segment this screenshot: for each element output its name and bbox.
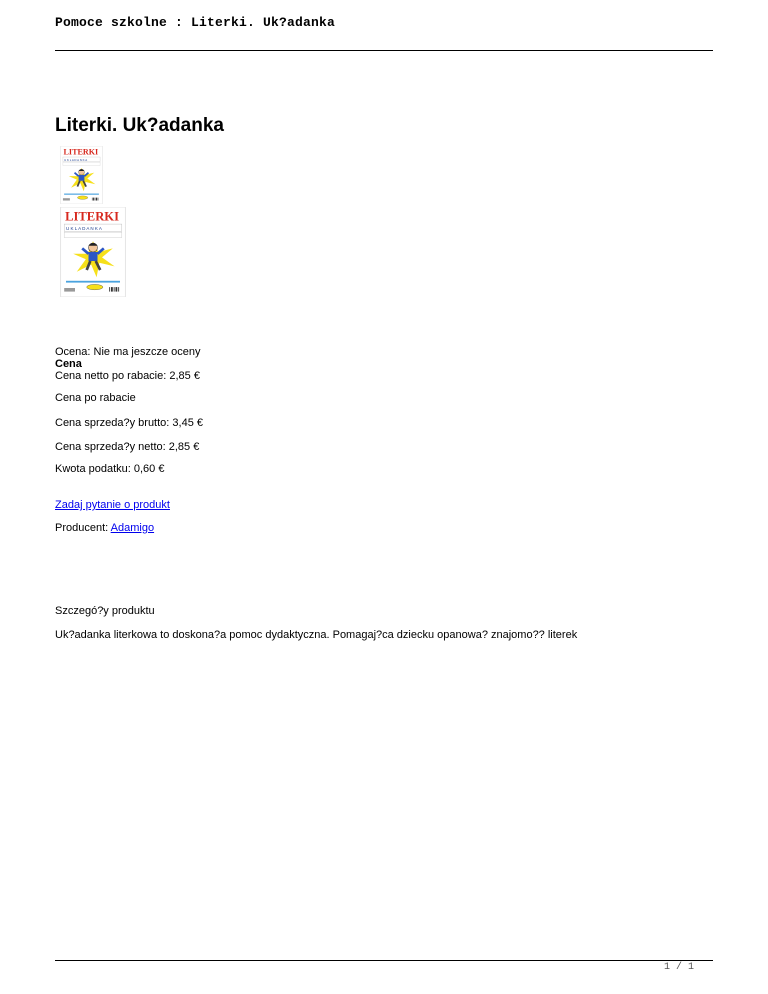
page-title: Literki. Uk?adanka bbox=[55, 115, 224, 136]
rating-text: Ocena: Nie ma jeszcze oceny bbox=[55, 346, 201, 358]
letter-tiles bbox=[63, 157, 100, 166]
producer-row bbox=[55, 522, 154, 535]
svg-text:U K L A D A N K A: U K L A D A N K A bbox=[66, 225, 102, 231]
price-gross: Cena sprzeda?y brutto: 3,45 € bbox=[55, 417, 203, 429]
product-image-brand-text: LITERKI bbox=[63, 147, 99, 157]
details-heading: Szczegó?y produktu bbox=[55, 605, 155, 617]
page-indicator: 1 / 1 bbox=[663, 962, 694, 973]
letter-tiles-large bbox=[64, 224, 122, 238]
producer-label: Producent: bbox=[55, 522, 111, 534]
price-net-discount: Cena netto po rabacie: 2,85 € bbox=[55, 370, 200, 382]
tax-amount: Kwota podatku: 0,60 € bbox=[55, 463, 165, 475]
running-header: Pomoce szkolne : Literki. Uk?adanka bbox=[55, 15, 336, 30]
producer-link[interactable]: Adamigo bbox=[110, 522, 155, 534]
svg-text:U K L A D A N K A: U K L A D A N K A bbox=[64, 157, 88, 162]
ask-question-row bbox=[55, 499, 170, 512]
ask-question-link[interactable]: Zadaj pytanie o produkt bbox=[55, 499, 170, 511]
footer-divider bbox=[55, 960, 713, 961]
price-after-discount: Cena po rabacie bbox=[55, 392, 136, 404]
product-image[interactable] bbox=[55, 207, 131, 297]
product-image-thumbnail[interactable] bbox=[55, 146, 108, 204]
product-image-brand-text-large: LITERKI bbox=[65, 209, 120, 224]
price-heading: Cena bbox=[55, 358, 82, 370]
header-divider bbox=[55, 50, 713, 51]
price-net: Cena sprzeda?y netto: 2,85 € bbox=[55, 441, 200, 453]
product-description: Uk?adanka literkowa to doskona?a pomoc dydaktyczna. Pomagaj?ca dziecku opanowa? znajomo?? literek bbox=[55, 629, 578, 641]
